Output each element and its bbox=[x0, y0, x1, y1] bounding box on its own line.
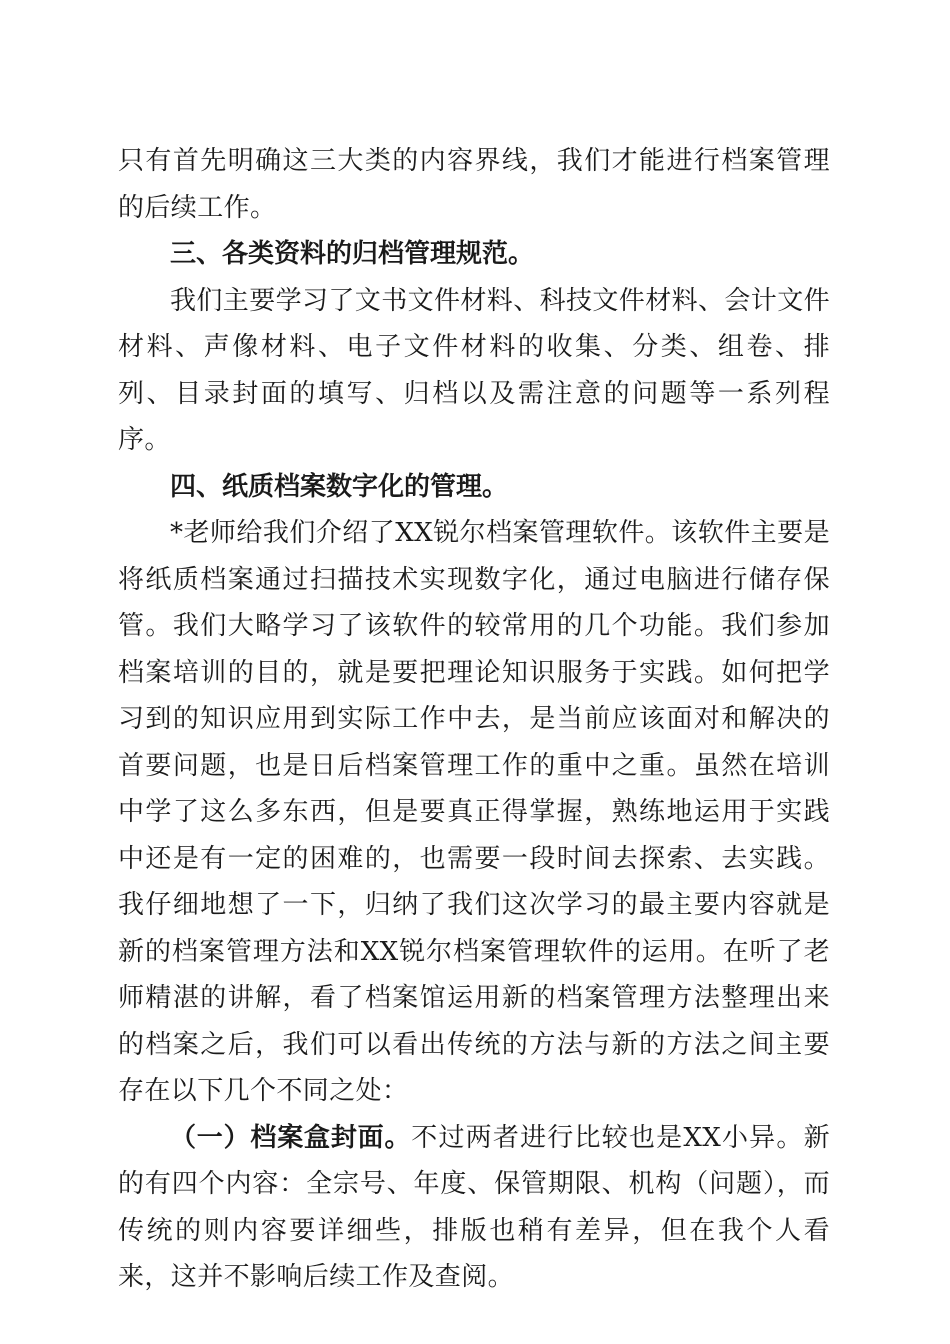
paragraph-5-text: 不过两者进行比较也是XX小异。新的有四个内容：全宗号、年度、保管期限、机构（问题），而传统的则内容要详细些，排版也稍有差异，但在我个人看来，这并不影响后续工作及查阅。 bbox=[118, 1122, 830, 1292]
document-body bbox=[118, 138, 830, 1301]
section-heading-4: 四、纸质档案数字化的管理。 bbox=[170, 471, 509, 502]
paragraph-3: 我们主要学习了文书文件材料、科技文件材料、会计文件材料、声像材料、电子文件材料的收集、分类、组卷、排列、目录封面的填写、归档以及需注意的问题等一系列程序。 bbox=[118, 285, 831, 455]
paragraph-continuation: 只有首先明确这三大类的内容界线，我们才能进行档案管理的后续工作。 bbox=[118, 146, 830, 223]
section-heading-3: 三、各类资料的归档管理规范。 bbox=[170, 239, 535, 269]
subsection-heading-1: （一）档案盒封面。 bbox=[170, 1122, 412, 1153]
paragraph-4: *老师给我们介绍了XX锐尔档案管理软件。该软件主要是将纸质档案通过扫描技术实现数字化，通过电脑进行储存保管。我们大略学习了该软件的较常用的几个功能。我们参加档案培训的目的，就是要把理论知识服务于实践。如何把学习到的知识应用到实际工作中去，是当前应该面对和解决的首要问题，也是日后档案管理工作的重中之重。虽然在培训中学了这么多东西，但是要真正得掌握，熟练地运用于实践中还是有一定的困难的，也需要一段时间去探索、去实践。我仔细地想了一下，归纳了我们这次学习的最主要内容就是新的档案管理方法和XX锐尔档案管理软件的运用。在听了老师精湛的讲解，看了档案馆运用新的档案管理方法整理出来的档案之后，我们可以看出传统的方法与新的方法之间主要存在以下几个不同之处： bbox=[118, 518, 830, 1106]
paragraph-5 bbox=[118, 1115, 830, 1301]
